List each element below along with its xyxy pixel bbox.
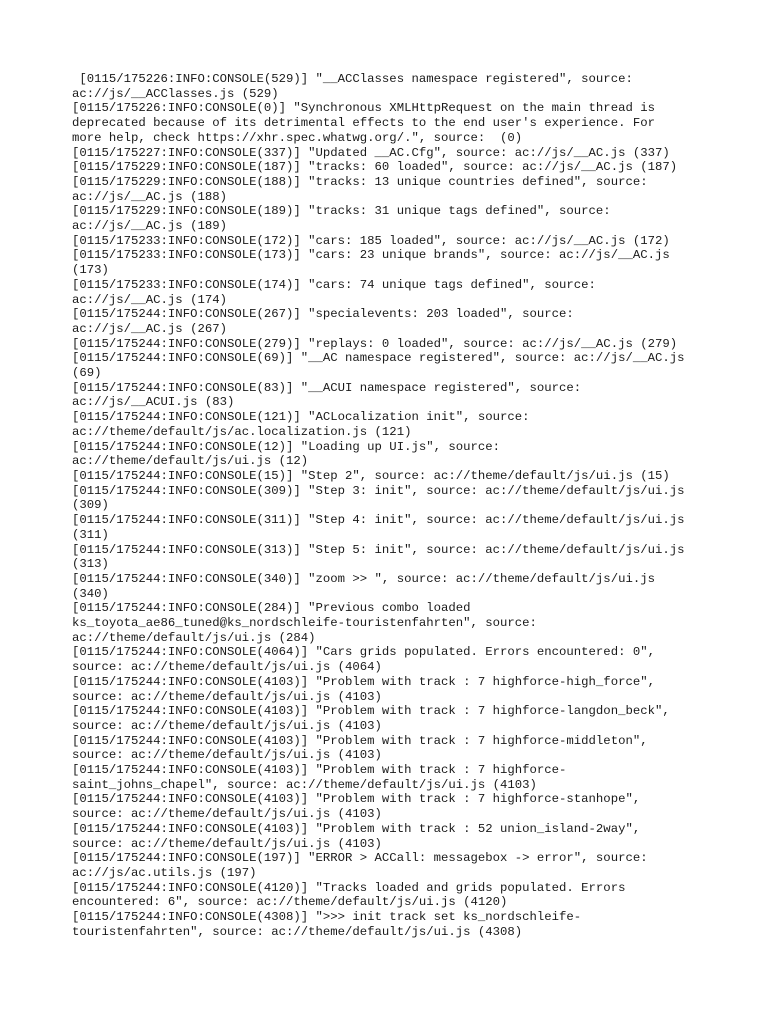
log-line: [0115/175244:INFO:CONSOLE(284)] "Previous combo loaded: [72, 601, 471, 616]
log-line: [0115/175229:INFO:CONSOLE(188)] "tracks: 13 unique countries defined", source:: [72, 174, 648, 189]
log-line: [0115/175244:INFO:CONSOLE(69)] "__AC namespace registered", source: ac://js/__AC.js: [72, 351, 685, 366]
log-line: saint_johns_chapel", source: ac://theme/default/js/ui.js (4103): [72, 777, 537, 792]
log-line: encountered: 6", source: ac://theme/default/js/ui.js (4120): [72, 895, 508, 910]
log-line: ac://js/__AC.js (267): [72, 321, 227, 336]
log-line: [0115/175227:INFO:CONSOLE(337)] "Updated __AC.Cfg", source: ac://js/__AC.js (337): [72, 145, 670, 160]
log-line: [0115/175244:INFO:CONSOLE(313)] "Step 5: init", source: ac://theme/default/js/ui.js: [72, 542, 685, 557]
log-line: ks_toyota_ae86_tuned@ks_nordschleife-touristenfahrten", source:: [72, 616, 537, 631]
console-log-text: [72, 72, 712, 939]
log-line: source: ac://theme/default/js/ui.js (4064): [72, 660, 382, 675]
log-line: [0115/175244:INFO:CONSOLE(340)] "zoom >> ", source: ac://theme/default/js/ui.js: [72, 571, 655, 586]
log-line: [0115/175229:INFO:CONSOLE(187)] "tracks: 60 loaded", source: ac://js/__AC.js (187): [72, 160, 678, 175]
log-line: [0115/175244:INFO:CONSOLE(4308)] ">>> init track set ks_nordschleife-: [72, 910, 582, 925]
log-line: [0115/175244:INFO:CONSOLE(4103)] "Problem with track : 7 highforce-high_force",: [72, 674, 655, 689]
log-line: deprecated because of its detrimental effects to the end user's experience. For: [72, 116, 655, 131]
log-line: source: ac://theme/default/js/ui.js (4103): [72, 689, 382, 704]
log-line: (309): [72, 498, 109, 513]
log-line: [0115/175244:INFO:CONSOLE(279)] "replays: 0 loaded", source: ac://js/__AC.js (279): [72, 336, 678, 351]
log-line: ac://js/__AC.js (189): [72, 219, 227, 234]
log-line: [0115/175244:INFO:CONSOLE(83)] "__ACUI namespace registered", source:: [72, 380, 582, 395]
log-line: (69): [72, 366, 102, 381]
log-line: [0115/175244:INFO:CONSOLE(4064)] "Cars grids populated. Errors encountered: 0",: [72, 645, 655, 660]
log-line: [0115/175244:INFO:CONSOLE(121)] "ACLocalization init", source:: [72, 410, 530, 425]
log-line: [0115/175244:INFO:CONSOLE(4103)] "Problem with track : 52 union_island-2way",: [72, 821, 641, 836]
log-line: [0115/175226:INFO:CONSOLE(0)] "Synchronous XMLHttpRequest on the main thread is: [72, 101, 655, 116]
log-line: source: ac://theme/default/js/ui.js (4103): [72, 718, 382, 733]
log-line: ac://js/ac.utils.js (197): [72, 865, 257, 880]
log-line: [0115/175244:INFO:CONSOLE(12)] "Loading up UI.js", source:: [72, 439, 501, 454]
log-line: [0115/175244:INFO:CONSOLE(267)] "specialevents: 203 loaded", source:: [72, 307, 574, 322]
log-line: more help, check https://xhr.spec.whatwg.org/.", source: (0): [72, 130, 523, 145]
log-line: ac://theme/default/js/ac.localization.js (121): [72, 424, 412, 439]
log-line: [0115/175233:INFO:CONSOLE(174)] "cars: 74 unique tags defined", source:: [72, 277, 596, 292]
log-line: ac://js/__ACClasses.js (529): [72, 86, 279, 101]
log-line: [0115/175244:INFO:CONSOLE(309)] "Step 3: init", source: ac://theme/default/js/ui.js: [72, 483, 685, 498]
log-line: [0115/175244:INFO:CONSOLE(4103)] "Problem with track : 7 highforce-stanhope",: [72, 792, 641, 807]
log-line: (173): [72, 263, 109, 278]
log-line: [0115/175244:INFO:CONSOLE(4103)] "Problem with track : 7 highforce-middleton",: [72, 733, 648, 748]
log-line: (311): [72, 527, 109, 542]
log-line: (340): [72, 586, 109, 601]
log-line: touristenfahrten", source: ac://theme/default/js/ui.js (4308): [72, 924, 523, 939]
log-line: ac://js/__ACUI.js (83): [72, 395, 235, 410]
log-line: [0115/175244:INFO:CONSOLE(4103)] "Problem with track : 7 highforce-langdon_beck",: [72, 704, 670, 719]
log-line: [0115/175229:INFO:CONSOLE(189)] "tracks: 31 unique tags defined", source:: [72, 204, 611, 219]
log-line: source: ac://theme/default/js/ui.js (4103): [72, 748, 382, 763]
log-line: [0115/175244:INFO:CONSOLE(197)] "ERROR > ACCall: messagebox -> error", source:: [72, 851, 648, 866]
log-line: ac://theme/default/js/ui.js (284): [72, 630, 316, 645]
log-line: ac://js/__AC.js (174): [72, 292, 227, 307]
log-line: [0115/175244:INFO:CONSOLE(15)] "Step 2", source: ac://theme/default/js/ui.js (15): [72, 468, 670, 483]
log-line: source: ac://theme/default/js/ui.js (4103): [72, 836, 382, 851]
log-line: [0115/175226:INFO:CONSOLE(529)] "__ACClasses namespace registered", source:: [72, 72, 633, 86]
log-line: ac://theme/default/js/ui.js (12): [72, 454, 309, 469]
log-line: ac://js/__AC.js (188): [72, 189, 227, 204]
log-line: [0115/175233:INFO:CONSOLE(172)] "cars: 185 loaded", source: ac://js/__AC.js (172): [72, 233, 670, 248]
log-line: [0115/175244:INFO:CONSOLE(311)] "Step 4: init", source: ac://theme/default/js/ui.js: [72, 513, 685, 528]
log-line: [0115/175244:INFO:CONSOLE(4103)] "Problem with track : 7 highforce-: [72, 763, 567, 778]
log-line: [0115/175233:INFO:CONSOLE(173)] "cars: 23 unique brands", source: ac://js/__AC.js: [72, 248, 670, 263]
log-line: [0115/175244:INFO:CONSOLE(4120)] "Tracks loaded and grids populated. Errors: [72, 880, 626, 895]
log-line: (313): [72, 557, 109, 572]
log-line: source: ac://theme/default/js/ui.js (4103): [72, 807, 382, 822]
